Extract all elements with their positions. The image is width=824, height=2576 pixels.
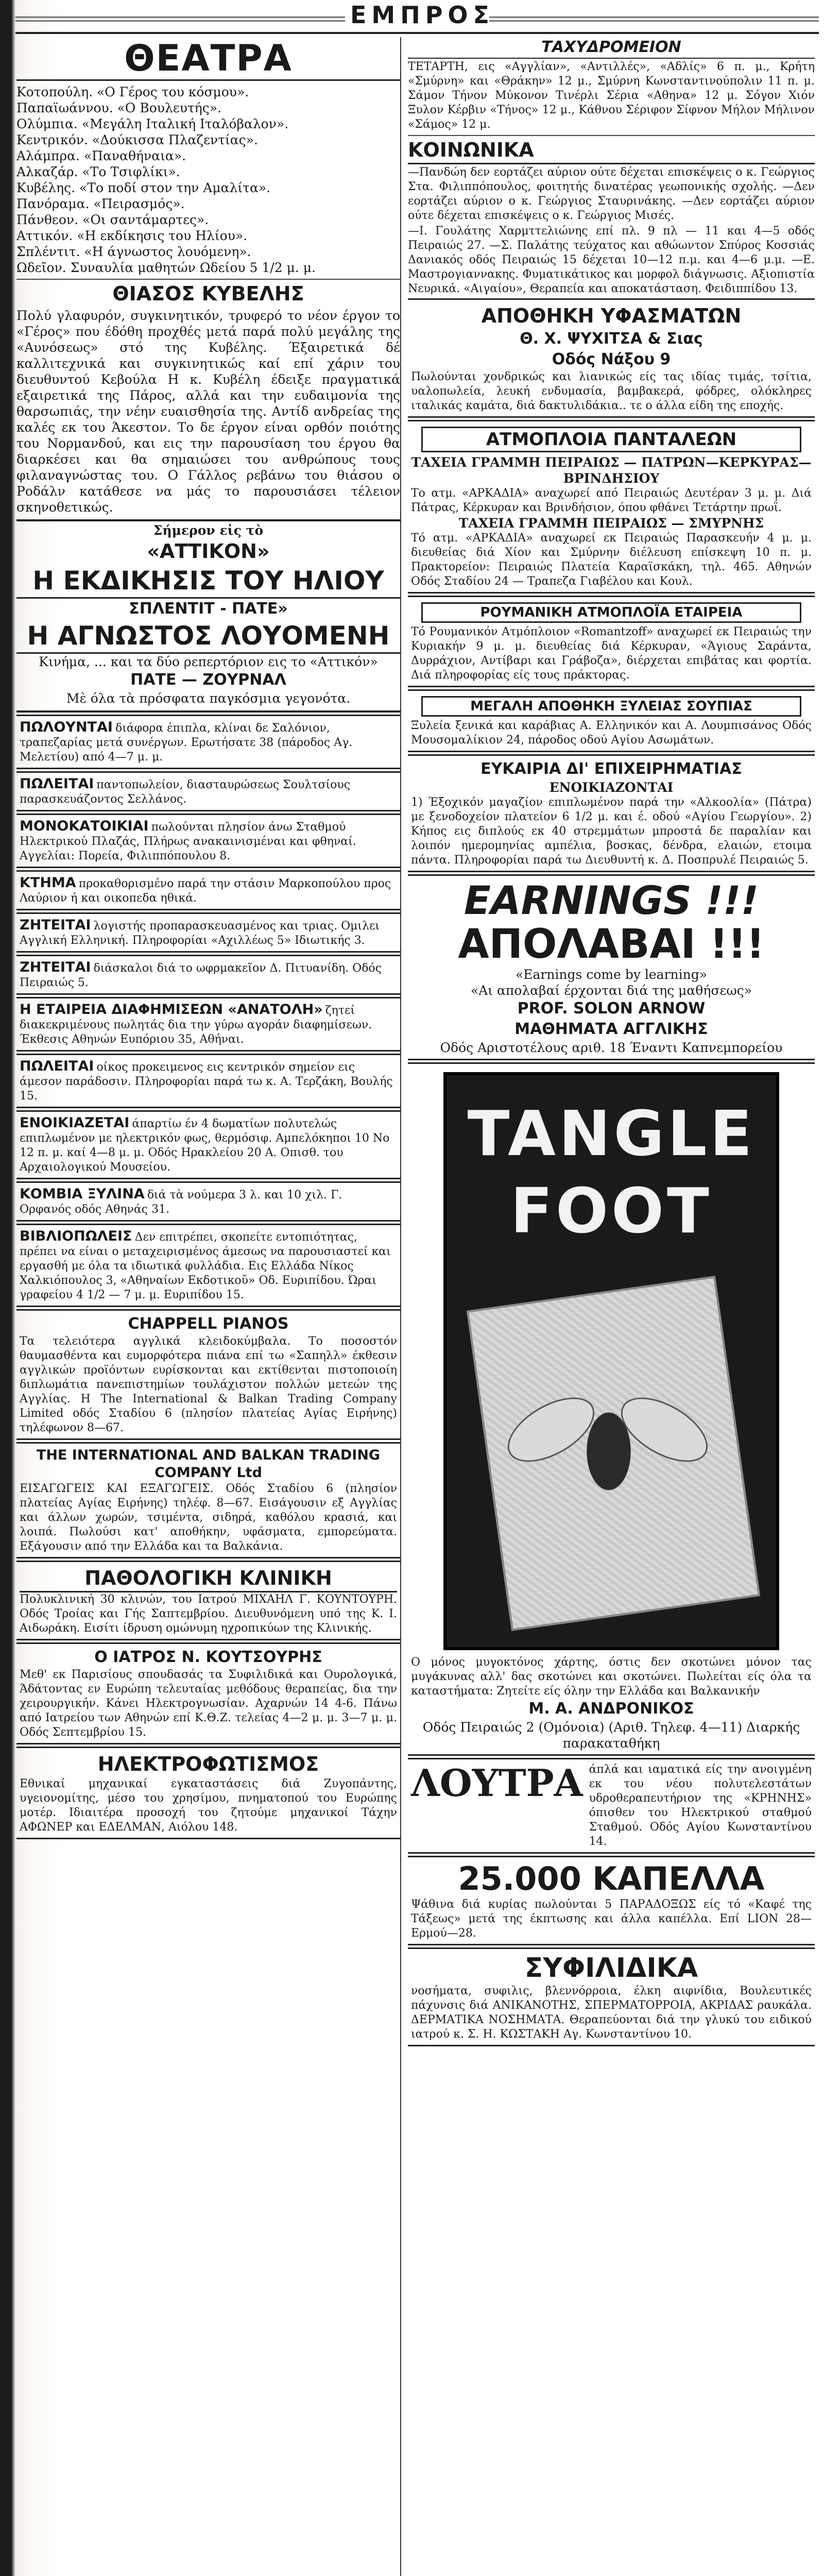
classified-lead: ΕΝΟΙΚΙΑΖΕΤΑΙ <box>20 1115 130 1131</box>
apothiki-text: Πωλούνται χονδρικώς και λιανικώς είς τας ιδίας τιμάς, τσίτια, υαλοπωλεία, λευκή ενδυμασία, βαμβακερά, φόδρες, ολόκληρες ιταλικάς καμάτα, διά δακτυλιδάκια.. τε ο άλλα είδη της εποχής. <box>411 370 812 412</box>
classified-ad <box>16 1054 400 1108</box>
right-column <box>408 37 815 2576</box>
masthead-rule-right <box>489 16 819 22</box>
tanglefoot-title-2: FOOT <box>510 1176 712 1247</box>
arnow-title: ΜΑΘΗΜΑΤΑ ΑΓΓΛΙΚΗΣ <box>514 1020 708 1038</box>
apolavai-headline: ΑΠΟΛΑΒΑΙ !!! <box>458 921 765 968</box>
newspaper-title: ΕΜΠΡΟΣ <box>350 1 494 29</box>
kapella-heading: 25.000 ΚΑΠΕΛΛΑ <box>458 1860 765 1897</box>
atmoploia-heading: ΑΤΜΟΠΛΟΙΑ ΠΑΝΤΑΛΕΩΝ <box>421 427 801 452</box>
classified-lead: Η ΕΤΑΙΡΕΙΑ ΔΙΑΦΗΜΙΣΕΩΝ «ΑΝΑΤΟΛΗ» <box>20 1002 323 1018</box>
classified-text: οίκος προκειμενος εις κεντρικόν σημείον εις άμεσον παράδοσιν. Πληροφορίαι παρά τω κ. Α. Τερζάκη, Βουλής 15. <box>20 1061 393 1103</box>
thiasos-heading: ΘΙΑΣΟΣ ΚΥΒΕΛΗΣ <box>112 282 304 305</box>
classified-ad <box>16 870 400 910</box>
today-line: Σήμερον εἰς τὸ <box>153 523 264 538</box>
pathologiki-text: Πολυκλινική 30 κλινών, του Ιατρού ΜΙΧΑΗΛ Γ. ΚΟΥΝΤΟΥΡΗ. Οδός Τροίας και Γής Σαπτεμβρίου. Διευθυνόμενη υπό της Κ. Ι. Αιδωράκη. Εισίτι ίδρυση ομώνυμη ηχροπικύων της Κλινικής. <box>20 1593 397 1635</box>
theatra-list <box>16 84 400 276</box>
rouminiki-ad <box>408 596 815 687</box>
eukairia-subheading: ΕΝΟΙΚΙΑΖΟΝΤΑΙ <box>549 780 674 795</box>
apothiki-street: Οδός Νάξου 9 <box>552 350 671 368</box>
tanglefoot-agent-address: Οδός Πειραιώς 2 (Ομόνοια) (Αριθ. Τηλεφ. 4—11) Διαρκής παρακαταθήκη <box>422 1720 800 1751</box>
pate-zournal-title: ΠΑΤΕ — ΖΟΥΡΝΑΛ <box>130 671 286 689</box>
classified-text: παντοπωλείον, διασταυρώσεως Σουλτσίους παρασκευάζοντος Σελλάνος. <box>20 778 351 806</box>
pathologiki-ad <box>16 1561 400 1640</box>
megali-ad <box>408 689 815 752</box>
classified-ad <box>16 1181 400 1222</box>
tanglefoot-text: Ο μόνος μυγοκτόνος χάρτης, όστις δεν σκοτώνει μόνον τας μυγάκυνας αλλ' δας σκοτώνει και σκοτώνει. Πωλείται είς όλα τα καταστήματα: Ζητείτε είς όλην την Ελλάδα και Βαλκανικήν <box>411 1656 812 1698</box>
arnow-address: Οδός Αριστοτέλους αριθ. 18 Έναντι Καπνεμπορείου <box>440 1040 783 1055</box>
classified-ad <box>16 1442 400 1558</box>
theatre-listing: Ωδεῖον. Συναυλία μαθητών Ωδείου 5 1/2 μ. μ. <box>16 260 316 275</box>
classified-text: διάσκαλοι διά το ωφρμακεῖον Δ. Πιτυανίδη. Οδός Πειραιώς 5. <box>20 962 382 989</box>
loutra-text: άπλά και ιαματικά είς την ανοιγμένη εκ του νέου πολυτελεστάτων υδροθεραπευτήριον της «ΚΡΗΝΗΣ» όπισθεν του Ηλεκτρικού σταθμού Σταθμού. Οδός Αγίου Κωνσταντίνου 14. <box>589 1763 812 1848</box>
classified-ad <box>16 1224 400 1307</box>
theatre-listing: Πανόραμα. «Πειρασμός». <box>16 196 185 211</box>
koinonika-text: —Πανδώη δεν εορτάζει αύριον ούτε δέχεται επισκέψεις ο κ. Γεώργιος Στα. Φιλιππόπουλος, φοιτητής δινατέρας γεωπονικής σχολής. —Δεν εορτάζει αύριον ο κ. Γεώργιος Σταυρινάκης. —Δεν εορτάζει αύριον ούτε δέχεται επισκέψεις ο κ. Γεώργιος Μισές. <box>408 166 815 222</box>
ilektrofotismos-text: Εθνικαί μηχανικαί εγκαταστάσεις διά Ζυγοπάντης, υγειονομίτης, μέσο του χρησίμου, πνηματοπού του Ευρώπης μοτέρ. Ιδιαιτέρα προσοχή του ζητούμε μηχανικοί Τάχην ΑΦΩΝΕΡ και ΕΔΕΛΜΑΝ, Αιόλου 148. <box>20 1777 397 1834</box>
divider <box>408 135 815 136</box>
fly-icon <box>565 1374 653 1529</box>
classifieds-list <box>16 715 400 1558</box>
classified-text: Δεν επιτρέπει, σκοπείτε εντοπιότητας, πρέπει να είναι ο μεταχειρισμένος άμεσως να παρουσιαστεί και εργασθή με όλα τα ιδιωτικά φυλλάδια. Εις Ελλάδα Νίκος Χαλκιόπουλος 3, «Αθηναίων Εκδοτικοῦ» Οδ. Ευριπίδου. Ώραι γραφείου 4 1/2 — 7 μ. μ. Ευριπίδου 15. <box>20 1231 391 1301</box>
kinima-line: Κινήμα, ... και τα δύο ρεπερτόριον εις το «Αττικόν» <box>39 654 378 669</box>
rouminiki-text: Τό Ρουμανικόν Ατμόπλοιον «Romantzoff» αναχωρεί εκ Πειραιώς την Κυριακήν 9 μ. μ. διευθείας διά Κέρκυραν, «Άγιους Σαράντα, Δυρράχιον, Αντίβαρι και Γράβοζα», διέρχεται επιβάτας και φορτία. Διά πληροφορίας είς τους πράκτορας. <box>411 625 812 682</box>
kapella-text: Ψάθινα διά κυρίας πωλούνται 5 ΠΑΡΑΔΟΞΩΣ είς τό «Καφέ της Τάξεως» μετά της έκπτωσης και άλλα καπέλλα. Επί LION 28—Ερμού—28. <box>411 1898 812 1940</box>
classified-lead: ΜΟΝΟΚΑΤΟΙΚΙΑΙ <box>20 818 149 834</box>
classified-text: ζητεί διακεκριμένους πωλητάς δια την γύρω αγοράν διαφημίσεων. Έκθεσις Αθηνών Ευπόριου 35, Αθήναι. <box>20 1004 372 1046</box>
syfilidika-ad <box>408 1947 815 2046</box>
eukairia-heading: ΕΥΚΑΙΡΙΑ ΔΙ' ΕΠΙΧΕΙΡΗΜΑΤΙΑΣ <box>480 760 742 778</box>
megali-heading: ΜΕΓΑΛΗ ΑΠΟΘΗΚΗ ΞΥΛΕΙΑΣ ΣΟΥΠΙΑΣ <box>421 696 801 717</box>
classified-ad <box>16 814 400 868</box>
tanglefoot-agent: Μ. Α. ΑΝΔΡΟΝΙΚΟΣ <box>528 1700 694 1718</box>
classified-lead: ΖΗΤΕΙΤΑΙ <box>20 917 91 933</box>
classified-lead: ΖΗΤΕΙΤΑΙ <box>20 959 91 975</box>
syfilidika-text: νοσήματα, συφιλις, βλεννόρροια, έλκη αιφνίδια, Βουλευτικές πάχυνσις διά ΑΝΙΚΑΝΟΤΗΣ, ΣΠΕΡΜΑΤΟΡΡΟΙΑ, ΑΚΡΙΔΑΣ ραυκάλα. ΔΕΡΜΑΤΙΚΑ ΝΟΣΗΜΑΤΑ. Θεραπεύονται διά την γλυκύ του ειδικού ιατρού κ. Σ. Η. ΚΩΣΤΑΚΗ Αγ. Κωνσταντίνου 10. <box>411 1985 812 2041</box>
loutra-ad <box>408 1758 815 1854</box>
loutra-heading: ΛΟΥΤΡΑ <box>411 1761 583 1805</box>
classified-ad <box>16 955 400 995</box>
tanglefoot-ad <box>408 1062 815 1756</box>
thiasos-article: Πολύ γλαφυρόν, συγκινητικόν, τρυφερό το νέον έργον το «Γέρος» που έδόθη προχθές μετά παρά πολύ μεγάλης της «Αυνόσεως» στό της Κυβέλης. Έξαιρετικά δέ καλλιτεχνικά και συγκινητικώς καί επί χάριν του διευθυντού Κεβούλα Η κ. Κυβέλη έδειξε πραγματικά εξαιρετικά της Πάρος, αλλά και την ευδαιμονία της θαρσωπιάς, την νέην ευαισθησία της. Αντίδ ανδρείας της καλές εκ του Άκεστον. Το δε έργον είναι ορθόν ποιότης του Νορμανδού, και εις την παρουσίαση του έργου θα διαρκέσει και θα σημαιώσει του ανθρώπους τους φιλαναγνώστας του. Ο Γάλλος ρεβάνω του θιάσου ο Ροδάλν κατάθεσε να μάς το παρουσιάσει τέλειον σκηνοθετικώς. <box>16 308 400 515</box>
classified-text: διά τὰ νούμερα 3 λ. και 10 χιλ. Γ. Ορφανός οδός Αθηνάς 31. <box>20 1189 342 1216</box>
pate-zournal-subtitle: Μὲ όλα τὰ πρόσφατα παγκόσμια γεγονότα. <box>66 691 351 706</box>
classified-text: διάφορα έπιπλα, κλίναι δε Σαλόνιον, τραπεζαρίας μετά συνέργων. Ερωτήσατε 38 (πάροδος Αγ. Μελετίου) από 4—7 μ. μ. <box>20 722 353 764</box>
classified-lead: ΒΙΒΛΙΟΠΩΛΕΙΣ <box>20 1228 132 1244</box>
earnings-ad <box>408 874 815 1060</box>
theatra-heading: ΘΕΑΤΡΑ <box>16 37 400 81</box>
classified-text: πωλούνται πλησίον άνω Σταθμού Ηλεκτρικού Πλαζάς, Πλήρως ανακαινισμέναι και φθηναί. Αγγελίαι: Πορεία, Φιλιππόπουλου 8. <box>20 821 356 862</box>
koinonika-heading: ΚΟΙΝΩΝΙΚΑ <box>408 137 815 164</box>
koutsouris-text: Μεθ' εκ Παρισίους σπουδασάς τα Συφιλιδικά και Ουρολογικά, Άδάτοντας εν Ευρώπη τελευταίας μεθόδους θεραπείας, δια την χειρουργικήν. Κάνει Ηλεκτρογνωσίαν. Αχαρνών 14 4-6. Πάνω από Ιατρείου των Αθηνών επί Κ.Θ.Ζ. τελείας 4—2 μ. μ. 3—7 μ. μ. Οδός Σεπτεμβρίου 15. <box>20 1668 397 1739</box>
apothiki-ad <box>408 298 815 418</box>
classified-ad <box>16 997 400 1052</box>
theatre-listing: Αλάμπρα. «Παναθήναια». <box>16 148 186 163</box>
megali-text: Ξυλεία ξενικά και καράβιας Α. Ελληνικόν και Α. Λουμπισάνος Οδός Μουσομαλίκιον 24, πάροδος οδού Αγίου Ασωμάτων. <box>411 719 812 747</box>
ekdikisis-title: Η ΕΚΔΙΚΗΣΙΣ ΤΟΥ ΗΛΙΟΥ <box>16 564 400 599</box>
classified-ad <box>16 1110 400 1179</box>
classified-ad <box>16 715 400 769</box>
apothiki-owner: Θ. Χ. ΨΥΧΙΤΣΑ & Σιας <box>520 330 703 348</box>
masthead <box>15 0 819 34</box>
rouminiki-heading: ΡΟΥΜΑΝΙΚΗ ΑΤΜΟΠΛΟΪΑ ΕΤΑΙΡΕΙΑ <box>421 602 801 623</box>
ilektrofotismos-ad <box>16 1747 400 1839</box>
classified-ad <box>16 912 400 953</box>
kapella-ad <box>408 1856 815 1945</box>
arnow-name: PROF. SOLON ARNOW <box>517 999 706 1018</box>
theatre-listing: Αλκαζάρ. «Το Τσιφλίκι». <box>16 164 180 179</box>
theatre-listing: Αττικόν. «Η εκδίκησις του Ηλίου». <box>16 228 248 243</box>
earnings-subline-greek: «Αι απολαβαί έρχονται διά της μαθήσεως» <box>470 983 752 998</box>
theatre-listing: Ολύμπια. «Μεγάλη Ιταλική Ιταλόβαλον». <box>16 116 289 131</box>
tachydromeion-text: ΤΕΤΑΡΤΗ, εις «Αγγλίαν», «Αντιλλές», «Αδλίς» 6 π. μ., Κρήτη «Σμύρνη» και «Θράκην» 12 μ., Σμύρνη Κωνσταντινούπολιν 11 π. μ. Σάμον Τήνον Μύκονον Τινέρλι Σέρια «Αθηνα» 12 μ. Σόγον Χιόν Ξυλον Κέρβιν «Τήνος» 12 μ., Κάθνου Σέριφον Σίφνον Μήλον Μήλινον «Σάμος» 12 μ. <box>408 60 815 131</box>
classified-lead: CHAPPELL PIANOS <box>128 1315 289 1333</box>
koinonika-doctors: —Ι. Γουλάτης Χαρμττελιώνης επί πλ. 9 πλ — 11 και 4—5 οδός Πειραιώς 27. —Σ. Παλάτης τεύχατος και αθώωντον Σπύρος Κοσσιάς Δανιακός οδός Πειραιώς 15 δέχεται 10—12 π.μ. και 4—6 μ.μ. —Ε. Μαστρογιαννακης. Φυματικάτικος και μορφολ διάγνωσις. Αξιοπιστία Νευρικά. «Αιγαίου», Θεραπεία και αποκατάσταση. Φειδιππίδου 13. <box>408 225 815 295</box>
theatre-listing: Κεντρικόν. «Δούκισσα Πλαζεντίας». <box>16 132 258 147</box>
splentit-line: ΣΠΛΕΝΤΙΤ - ΠΑΤΕ» <box>129 600 288 618</box>
syfilidika-heading: ΣΥΦΙΛΙΔΙΚΑ <box>524 1953 698 1984</box>
attikon-title: «ΑΤΤΙΚΟΝ» <box>147 540 270 563</box>
atmoploia-text1: Το ατμ. «ΑΡΚΑΔΙΑ» αναχωρεί από Πειραιώς Δευτέραν 3 μ. μ. Διά Πάτρας, Κέρκυραν και Βρινδήσιον, όπου φθάνει Τετάρτην πρωΐ. <box>411 487 812 514</box>
classified-text: Τα τελειότερα αγγλικά κλειδοκύμβαλα. Το ποσοστόν θαυμασθέντα και ευμορφότερα πιάνα επί τω «Σαπηλλ» έκθεσιν αγγλικών προϊόντων ευρίσκονται και εκτίθενται πιστοποιοίη διπλωμάτια πανεπιστημίων τουλάχιστον πολλών μετεών της Αγγλίας. Η The International & Balkan Trading Company Limited οδός Σταδίου 6 (πλησίον πλατείας Αγίας Ειρήνης) τηλέφωνον 8—67. <box>20 1335 397 1434</box>
tanglefoot-title-1: TANGLE <box>467 1098 756 1170</box>
divider <box>16 279 400 280</box>
classified-lead: ΠΩΛΕΙΤΑΙ <box>20 1058 94 1074</box>
masthead-rule-left <box>15 16 345 22</box>
theatre-listing: Σπλέντιτ. «Η άγνωστος λουόμενη». <box>16 244 251 259</box>
classified-lead: ΠΩΛΟΥΝΤΑΙ <box>20 719 113 735</box>
theatre-listing: Κοτοπούλη. «Ο Γέρος του κόσμου». <box>16 84 249 99</box>
classified-lead: THE INTERNATIONAL AND BALKAN TRADING COMPANY Ltd <box>36 1447 381 1481</box>
theatre-listing: Κυβέλης. «Το ποδί στον την Αμαλίτα». <box>16 180 271 195</box>
earnings-subline: «Earnings come by learning» <box>515 967 708 982</box>
classified-lead: ΠΩΛΕΙΤΑΙ <box>20 776 94 792</box>
classified-ad <box>16 1309 400 1440</box>
pathologiki-heading: ΠΑΘΟΛΟΓΙΚΗ ΚΛΙΝΙΚΗ <box>20 1565 397 1592</box>
tanglefoot-illustration <box>443 1072 779 1650</box>
atmoploia-text2: Τό ατμ. «ΑΡΚΑΔΙΑ» αναχωρεί εκ Πειραιώς Παρασκευήν 4 μ. μ. διευθείας διά Χίον και Σμύρνην διέλευση επίσκεψη 10 π. μ. Πρακτορείον: Πειραιώς Πλατεία Καραϊσκάκη, τηλ. 465. Αθηνών Οδός Σταδίου 24 — Τραπεζα Γιαβέλου και Κουλ. <box>411 532 812 588</box>
eukairia-text: 1) Έξοχικόν μαγαζίον επιπλωμένον παρά την «Αλκοολία» (Πάτρα) με ξενοδοχείον πλατείον 6 1/2 μ. και έ. οδού «Αγίου Γεωργίου». 2) Κήπος εις διπλούς εκ 40 στρεμμάτων μπροστά δε παραλίαν και λοιπόν ημερομηνίας αμπέλια, βοσκας, δένδρα, ελαιών, ετοιμα πάντα. Πληροφορίαι παρά τω Διευθυντή κ. Δ. Ποσπρυλέ Πειραιώς 5. <box>411 796 812 867</box>
eukairia-ad <box>408 754 815 872</box>
atmoploia-ad <box>408 420 815 594</box>
classified-lead: ΚΟΜΒΙΑ ΞΥΛΙΝΑ <box>20 1186 145 1202</box>
apothiki-heading: ΑΠΟΘΗΚΗ ΥΦΑΣΜΑΤΩΝ <box>481 304 742 327</box>
ilektrofotismos-heading: ΗΛΕΚΤΡΟΦΩΤΙΣΜΟΣ <box>97 1753 319 1775</box>
classified-lead: ΚΤΗΜΑ <box>20 875 76 891</box>
classified-ad <box>16 771 400 811</box>
divider <box>16 519 400 521</box>
classified-text: άπαρτίω έν 4 δωματίων πολυτελώς επιπλωμένον με ηλεκτρικόν φως, θερμόσιφ. Αμπελόκηποι 10 Νο 12 π. μ. καί 4—8 μ. μ. Οδός Ηρακλείου 20 Α. Οπισθ. του Αρχαιολογικού Μουσείου. <box>20 1117 390 1174</box>
koutsouris-ad <box>16 1642 400 1744</box>
cinema-ad <box>16 522 400 706</box>
earnings-headline: EARNINGS !!! <box>464 877 759 923</box>
divider <box>16 710 400 713</box>
left-column <box>16 37 401 2576</box>
koutsouris-heading: Ο ΙΑΤΡΟΣ Ν. ΚΟΥΤΣΟΥΡΗΣ <box>94 1648 322 1666</box>
atmoploia-route2: ΤΑΧΕΙΑ ΓΡΑΜΜΗ ΠΕΙΡΑΙΩΣ — ΣΜΥΡΝΗΣ <box>458 516 764 531</box>
classified-text: λογιστής προπαρασκευασμένος και τριας. Ομιλει Αγγλική Ελληνική. Πληροφορίαι «Αχιλλέως 5» Ιδιωτικής 3. <box>20 920 380 947</box>
agnostos-title: Η ΑΓΝΩΣΤΟΣ ΛΟΥΟΜΕΝΗ <box>16 619 400 654</box>
tachydromeion-heading: ΤΑΧΥΔΡΟΜΕΙΟΝ <box>408 37 815 59</box>
classified-text: ΕΙΣΑΓΩΓΕΙΣ ΚΑΙ ΕΞΑΓΩΓΕΙΣ. Οδός Σταδίου 6 (πλησίον πλατείας Αγίας Ειρήνης) τηλέφ. 8—67. Εισάγουσιν εξ Αγγλίας και άλλων χωρών, τσιμέντα, σιδηρά, καθόλου κρασιά, και λοιπά. Πωλούσι κατ' αποθήκην, υφάσματα, εμπορεύματα. Εξάγουσιν από την Ελλάδα και τα Βαλκάνια. <box>20 1482 397 1553</box>
classified-text: προκαθορισμένο παρά την στάσιν Μαρκοπούλου προς Λαύριον ή και οικοπεδα ηθικά. <box>20 877 391 905</box>
theatre-listing: Παπαϊωάννου. «Ο Βουλευτής». <box>16 100 222 115</box>
theatre-listing: Πάνθεον. «Οι σαντάμαρτες». <box>16 212 209 227</box>
atmoploia-route1: ΤΑΧΕΙΑ ΓΡΑΜΜΗ ΠΕΙΡΑΙΩΣ — ΠΑΤΡΩΝ—ΚΕΡΚΥΡΑΣ—ΒΡΙΝΔΗΣΙΟΥ <box>411 455 812 486</box>
